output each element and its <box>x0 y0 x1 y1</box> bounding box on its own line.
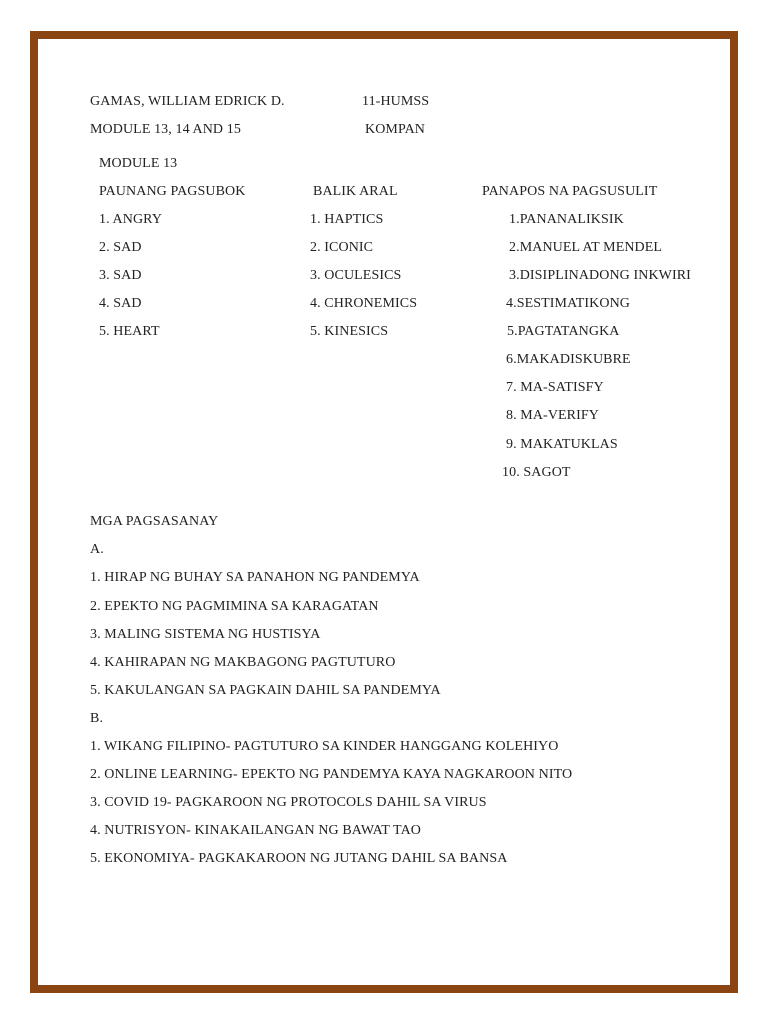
module-title: MODULE 13 <box>99 156 178 171</box>
part-a-label: A. <box>90 542 104 557</box>
list-item: 1. HIRAP NG BUHAY SA PANAHON NG PANDEMYA <box>90 570 420 585</box>
column-heading-panapos-na-pagsusulit: PANAPOS NA PAGSUSULIT <box>482 184 658 199</box>
answer-item: 4. SAD <box>99 296 142 311</box>
answer-item: 8. MA-VERIFY <box>506 408 599 423</box>
list-item: 4. NUTRISYON- KINAKAILANGAN NG BAWAT TAO <box>90 823 421 838</box>
part-b-label: B. <box>90 711 104 726</box>
answer-item: 4.SESTIMATIKONG <box>506 296 630 311</box>
list-item: 1. WIKANG FILIPINO- PAGTUTURO SA KINDER HANGGANG KOLEHIYO <box>90 739 559 754</box>
answer-item: 2.MANUEL AT MENDEL <box>509 240 663 255</box>
list-item: 5. KAKULANGAN SA PAGKAIN DAHIL SA PANDEMYA <box>90 683 441 698</box>
list-item: 4. KAHIRAPAN NG MAKBAGONG PAGTUTURO <box>90 655 396 670</box>
answer-item: 5.PAGTATANGKA <box>507 324 620 339</box>
answer-item: 1.PANANALIKSIK <box>509 212 624 227</box>
answer-item: 1. HAPTICS <box>310 212 384 227</box>
modules-label: MODULE 13, 14 AND 15 <box>90 122 241 137</box>
answer-item: 9. MAKATUKLAS <box>506 437 618 452</box>
list-item: 2. ONLINE LEARNING- EPEKTO NG PANDEMYA KAYA NAGKAROON NITO <box>90 767 573 782</box>
section-title-pagsasanay: MGA PAGSASANAY <box>90 514 219 529</box>
answer-item: 2. ICONIC <box>310 240 374 255</box>
list-item: 5. EKONOMIYA- PAGKAKAROON NG JUTANG DAHIL SA BANSA <box>90 851 508 866</box>
answer-item: 10. SAGOT <box>502 465 571 480</box>
list-item: 3. COVID 19- PAGKAROON NG PROTOCOLS DAHIL SA VIRUS <box>90 795 487 810</box>
answer-item: 5. HEART <box>99 324 160 339</box>
list-item: 2. EPEKTO NG PAGMIMINA SA KARAGATAN <box>90 599 379 614</box>
student-name: GAMAS, WILLIAM EDRICK D. <box>90 94 285 109</box>
column-heading-paunang-pagsubok: PAUNANG PAGSUBOK <box>99 184 246 199</box>
answer-item: 3. OCULESICS <box>310 268 402 283</box>
subject-label: KOMPAN <box>365 122 425 137</box>
list-item: 3. MALING SISTEMA NG HUSTISYA <box>90 627 321 642</box>
answer-item: 6.MAKADISKUBRE <box>506 352 631 367</box>
answer-item: 2. SAD <box>99 240 142 255</box>
section-label: 11-HUMSS <box>362 94 430 109</box>
answer-item: 1. ANGRY <box>99 212 163 227</box>
answer-item: 7. MA-SATISFY <box>506 380 604 395</box>
page-border <box>30 31 738 993</box>
column-heading-balik-aral: BALIK ARAL <box>313 184 398 199</box>
answer-item: 3. SAD <box>99 268 142 283</box>
answer-item: 3.DISIPLINADONG INKWIRI <box>509 268 691 283</box>
answer-item: 4. CHRONEMICS <box>310 296 418 311</box>
answer-item: 5. KINESICS <box>310 324 389 339</box>
